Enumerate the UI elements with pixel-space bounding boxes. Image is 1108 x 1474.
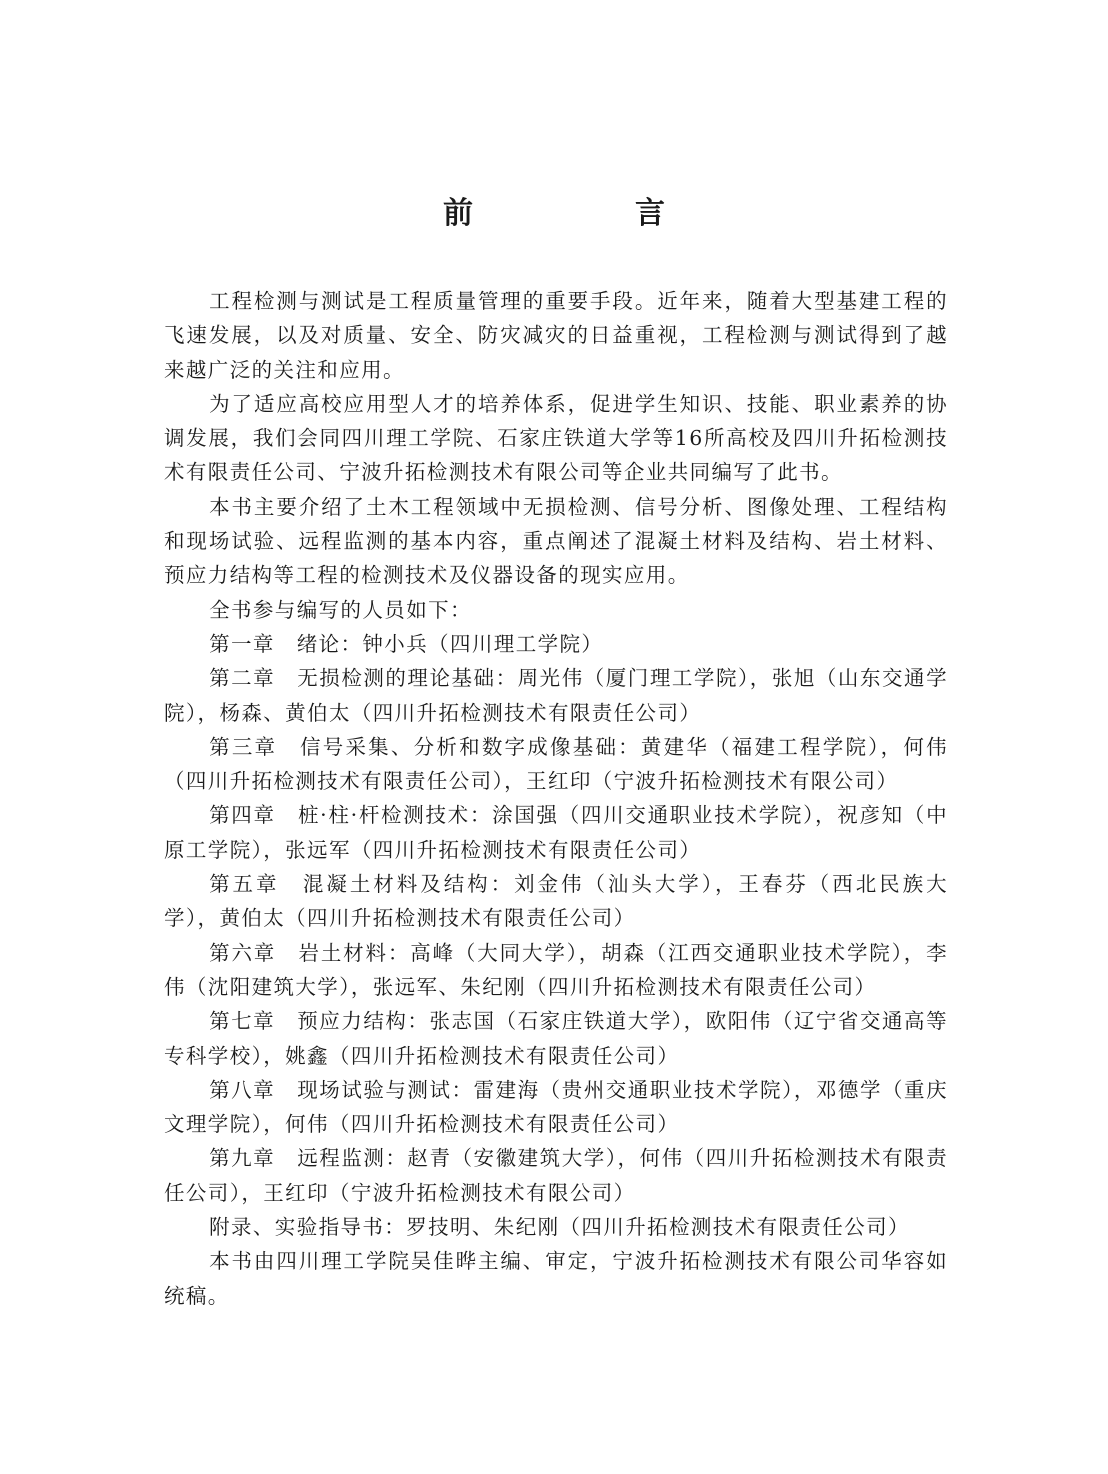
chapter-2-authors: 第二章 无损检测的理论基础：周光伟（厦门理工学院），张旭（山东交通学院），杨森、黄伯太（四川升拓检测技术有限责任公司）: [164, 666, 948, 725]
paragraph-editor: 本书由四川理工学院吴佳晔主编、审定，宁波升拓检测技术有限公司华容如统稿。: [164, 1249, 948, 1308]
chapter-7-authors: 第七章 预应力结构：张志国（石家庄铁道大学），欧阳伟（辽宁省交通高等专科学校），姚鑫（四川升拓检测技术有限责任公司）: [164, 1009, 948, 1068]
paragraph-intro: 工程检测与测试是工程质量管理的重要手段。近年来，随着大型基建工程的飞速发展，以及对质量、安全、防灾减灾的日益重视，工程检测与测试得到了越来越广泛的关注和应用。: [164, 289, 948, 382]
paragraph-authors-intro: 全书参与编写的人员如下：: [209, 597, 472, 622]
chapter-6-authors: 第六章 岩土材料：高峰（大同大学），胡森（江西交通职业技术学院），李伟（沈阳建筑大学），张远军、朱纪刚（四川升拓检测技术有限责任公司）: [164, 940, 948, 999]
chapter-5-authors: 第五章 混凝土材料及结构：刘金伟（汕头大学），王春芬（西北民族大学），黄伯太（四川升拓检测技术有限责任公司）: [164, 872, 948, 931]
preface-body: [164, 284, 948, 1313]
page-title: 前 言: [443, 196, 731, 231]
paragraph-purpose: 为了适应高校应用型人才的培养体系，促进学生知识、技能、职业素养的协调发展，我们会同四川理工学院、石家庄铁道大学等16所高校及四川升拓检测技术有限责任公司、宁波升拓检测技术有限公司等企业共同编写了此书。: [164, 391, 948, 485]
paragraph-content: 本书主要介绍了土木工程领域中无损检测、信号分析、图像处理、工程结构和现场试验、远程监测的基本内容，重点阐述了混凝土材料及结构、岩土材料、预应力结构等工程的检测技术及仪器设备的现实应用。: [164, 494, 948, 588]
appendix-authors: 附录、实验指导书：罗技明、朱纪刚（四川升拓检测技术有限责任公司）: [209, 1215, 910, 1240]
chapter-8-authors: 第八章 现场试验与测试：雷建海（贵州交通职业技术学院），邓德学（重庆文理学院），何伟（四川升拓检测技术有限责任公司）: [164, 1077, 948, 1137]
chapter-9-authors: 第九章 远程监测：赵青（安徽建筑大学），何伟（四川升拓检测技术有限责任公司），王红印（宁波升拓检测技术有限公司）: [164, 1146, 948, 1205]
chapter-1-authors: 第一章 绪论：钟小兵（四川理工学院）: [209, 631, 604, 656]
chapter-4-authors: 第四章 桩·柱·杆检测技术：涂国强（四川交通职业技术学院），祝彦知（中原工学院），张远军（四川升拓检测技术有限责任公司）: [164, 803, 948, 862]
chapter-3-authors: 第三章 信号采集、分析和数字成像基础：黄建华（福建工程学院），何伟（四川升拓检测技术有限责任公司），王红印（宁波升拓检测技术有限公司）: [164, 734, 948, 794]
